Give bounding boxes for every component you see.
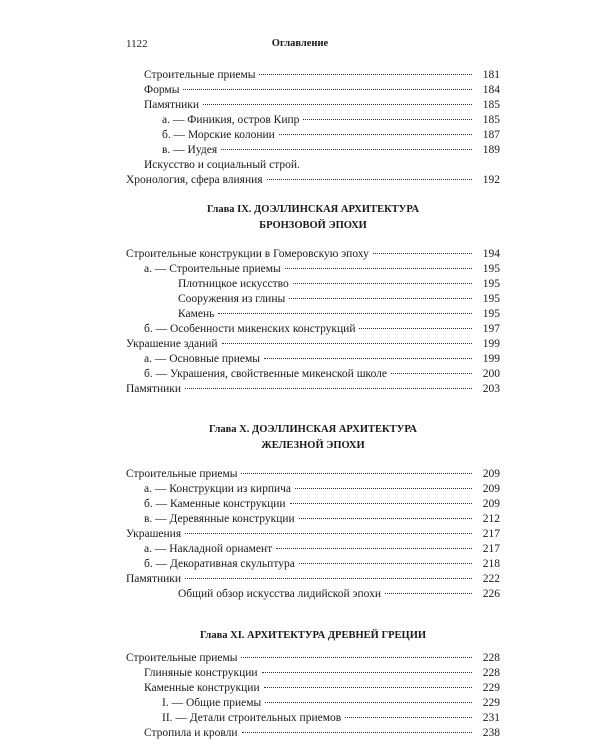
toc-entry (126, 557, 500, 572)
toc-entry-page: 212 (482, 513, 500, 525)
dot-leader (385, 593, 472, 594)
dot-leader (185, 533, 472, 534)
toc-entry (126, 726, 500, 741)
dot-leader (265, 702, 472, 703)
toc-entry (126, 572, 500, 587)
toc-entry-title: а. — Финикия, остров Кипр (162, 114, 300, 126)
toc-entry-page: 238 (482, 727, 500, 739)
toc-entry-title: б. — Декоративная скульптура (144, 558, 295, 570)
toc-entry-title: Общий обзор искусства лидийской эпохи (178, 588, 381, 600)
toc-entry (126, 143, 500, 158)
toc-entry (126, 666, 500, 681)
toc-entry-page: 195 (482, 308, 500, 320)
dot-leader (295, 488, 472, 489)
dot-leader (203, 104, 472, 105)
toc-entry-page: 226 (482, 588, 500, 600)
toc-entry (126, 367, 500, 382)
toc-entry-page: 195 (482, 278, 500, 290)
toc-entry (126, 98, 500, 113)
toc-entry-title: Каменные конструкции (144, 682, 260, 694)
chapter-subtitle-line: БРОНЗОВОЙ ЭПОХИ (259, 220, 367, 231)
toc-entry-title: Украшения (126, 528, 182, 540)
dot-leader (373, 253, 472, 254)
toc-entry-title: Строительные конструкции в Гомеровскую эпоху (126, 248, 369, 260)
toc-entry-title: Памятники (126, 383, 182, 395)
toc-entry-page: 192 (482, 174, 500, 186)
toc-entry (126, 322, 500, 337)
toc-entry (126, 337, 500, 352)
dot-leader (241, 657, 472, 658)
dot-leader (289, 298, 472, 299)
dot-leader (299, 518, 472, 519)
toc-entry-title: Формы (144, 84, 180, 96)
toc-entry-page: 228 (482, 652, 500, 664)
dot-leader (185, 578, 472, 579)
dot-leader (262, 672, 472, 673)
chapter-title-line: Глава X. ДОЭЛЛИНСКАЯ АРХИТЕКТУРА (208, 424, 417, 435)
dot-leader (183, 89, 472, 90)
toc-entry-page: 184 (482, 84, 500, 96)
toc-entry (126, 482, 500, 497)
toc-entry-title: в. — Деревянные конструкции (144, 513, 295, 525)
toc-entry (126, 277, 500, 292)
toc-entry-page: 222 (482, 573, 500, 585)
toc-entry-title: а. — Конструкции из кирпича (144, 483, 292, 495)
toc-entry (126, 307, 500, 322)
toc-entry (126, 527, 500, 542)
toc-entry (126, 382, 500, 397)
toc-entry-page: 181 (482, 69, 500, 81)
page-number: 1122 (126, 38, 148, 50)
toc-entry-title: Камень (178, 308, 215, 320)
dot-leader (303, 119, 472, 120)
toc-entry-title: Строительные приемы (126, 652, 238, 664)
dot-leader (221, 149, 472, 150)
toc-entry-page: 231 (482, 712, 500, 724)
dot-leader (359, 328, 472, 329)
toc-entry-title: Украшение зданий (126, 338, 218, 350)
toc-entry-page: 209 (482, 468, 500, 480)
toc-entry-title: б. — Каменные конструкции (144, 498, 286, 510)
toc-section-chapter-9 (126, 247, 500, 397)
toc-entry-page: 197 (482, 323, 500, 335)
toc-entry-page: 195 (482, 293, 500, 305)
chapter-heading-9 (126, 202, 500, 234)
dot-leader (345, 717, 472, 718)
toc-entry (126, 128, 500, 143)
chapter-title-line: Глава IX. ДОЭЛЛИНСКАЯ АРХИТЕКТУРА (206, 204, 420, 215)
toc-entry-title: Плотницкое искусство (178, 278, 289, 290)
dot-leader (185, 388, 472, 389)
table-of-contents (126, 68, 500, 741)
toc-entry-page: 185 (482, 114, 500, 126)
dot-leader (242, 732, 473, 733)
toc-entry-title: Памятники (144, 99, 200, 111)
toc-entry (126, 262, 500, 277)
dot-leader (264, 358, 472, 359)
toc-entry (126, 651, 500, 666)
dot-leader (290, 503, 472, 504)
toc-entry-page: 189 (482, 144, 500, 156)
toc-entry-title: Хронология, сфера влияния (126, 174, 263, 186)
toc-entry (126, 497, 500, 512)
toc-entry-title: Строительные приемы (126, 468, 238, 480)
dot-leader (299, 563, 472, 564)
toc-entry (126, 247, 500, 262)
toc-entry-page: 199 (482, 338, 500, 350)
toc-entry (126, 113, 500, 128)
toc-entry-page: 203 (482, 383, 500, 395)
chapter-heading-10 (126, 422, 500, 454)
dot-leader (293, 283, 472, 284)
toc-entry (126, 681, 500, 696)
toc-entry-page: 194 (482, 248, 500, 260)
dot-leader (285, 268, 472, 269)
toc-entry (126, 696, 500, 711)
toc-entry-page: 229 (482, 697, 500, 709)
toc-entry-title: Строительные приемы (144, 69, 256, 81)
toc-entry-page: 217 (482, 543, 500, 555)
toc-entry-title: Стропила и кровли (144, 727, 238, 739)
dot-leader (279, 134, 472, 135)
toc-entry-page: 228 (482, 667, 500, 679)
toc-section-chapter-10 (126, 467, 500, 602)
toc-entry-title: б. — Особенности микенских конструкций (144, 323, 356, 335)
toc-entry (126, 352, 500, 367)
toc-entry (126, 711, 500, 726)
toc-entry-title: б. — Морские колонии (162, 129, 275, 141)
toc-entry-title: а. — Основные приемы (144, 353, 260, 365)
toc-entry (126, 587, 500, 602)
toc-entry-title: Искусство и социальный строй. (144, 159, 300, 171)
toc-entry-page: 199 (482, 353, 500, 365)
toc-entry (126, 542, 500, 557)
toc-entry (126, 83, 500, 98)
toc-section-chapter-11 (126, 651, 500, 741)
running-head (126, 38, 474, 54)
toc-entry-title: а. — Накладной орнамент (144, 543, 273, 555)
dot-leader (391, 373, 472, 374)
toc-entry-page: 200 (482, 368, 500, 380)
dot-leader (241, 473, 472, 474)
toc-entry (126, 467, 500, 482)
toc-entry-page: 195 (482, 263, 500, 275)
toc-entry-title: II. — Детали строительных приемов (162, 712, 342, 724)
toc-entry-page: 209 (482, 483, 500, 495)
toc-entry-title: Сооружения из глины (178, 293, 286, 305)
toc-entry-title: Глиняные конструкции (144, 667, 258, 679)
toc-entry-page: 218 (482, 558, 500, 570)
toc-entry (126, 68, 500, 83)
toc-entry-page: 187 (482, 129, 500, 141)
toc-entry-title: I. — Общие приемы (162, 697, 262, 709)
dot-leader (259, 74, 472, 75)
dot-leader (276, 548, 472, 549)
chapter-subtitle-line: ЖЕЛЕЗНОЙ ЭПОХИ (261, 440, 365, 451)
toc-entry (126, 512, 500, 527)
dot-leader (218, 313, 472, 314)
chapter-heading-11 (126, 628, 500, 644)
toc-entry-title: б. — Украшения, свойственные микенской школе (144, 368, 388, 380)
toc-entry-page: 209 (482, 498, 500, 510)
dot-leader (222, 343, 472, 344)
running-title: Оглавление (271, 38, 329, 49)
toc-entry-title: в. — Иудея (162, 144, 218, 156)
toc-entry-page: 229 (482, 682, 500, 694)
toc-entry-page: 217 (482, 528, 500, 540)
toc-section-top (126, 68, 500, 188)
dot-leader (264, 687, 472, 688)
chapter-title-line: Глава XI. АРХИТЕКТУРА ДРЕВНЕЙ ГРЕЦИИ (199, 630, 427, 641)
toc-entry-title: а. — Строительные приемы (144, 263, 281, 275)
dot-leader (267, 179, 472, 180)
toc-entry (126, 173, 500, 188)
toc-entry (126, 292, 500, 307)
toc-entry-title: Памятники (126, 573, 182, 585)
toc-entry (126, 158, 500, 173)
toc-entry-page: 185 (482, 99, 500, 111)
